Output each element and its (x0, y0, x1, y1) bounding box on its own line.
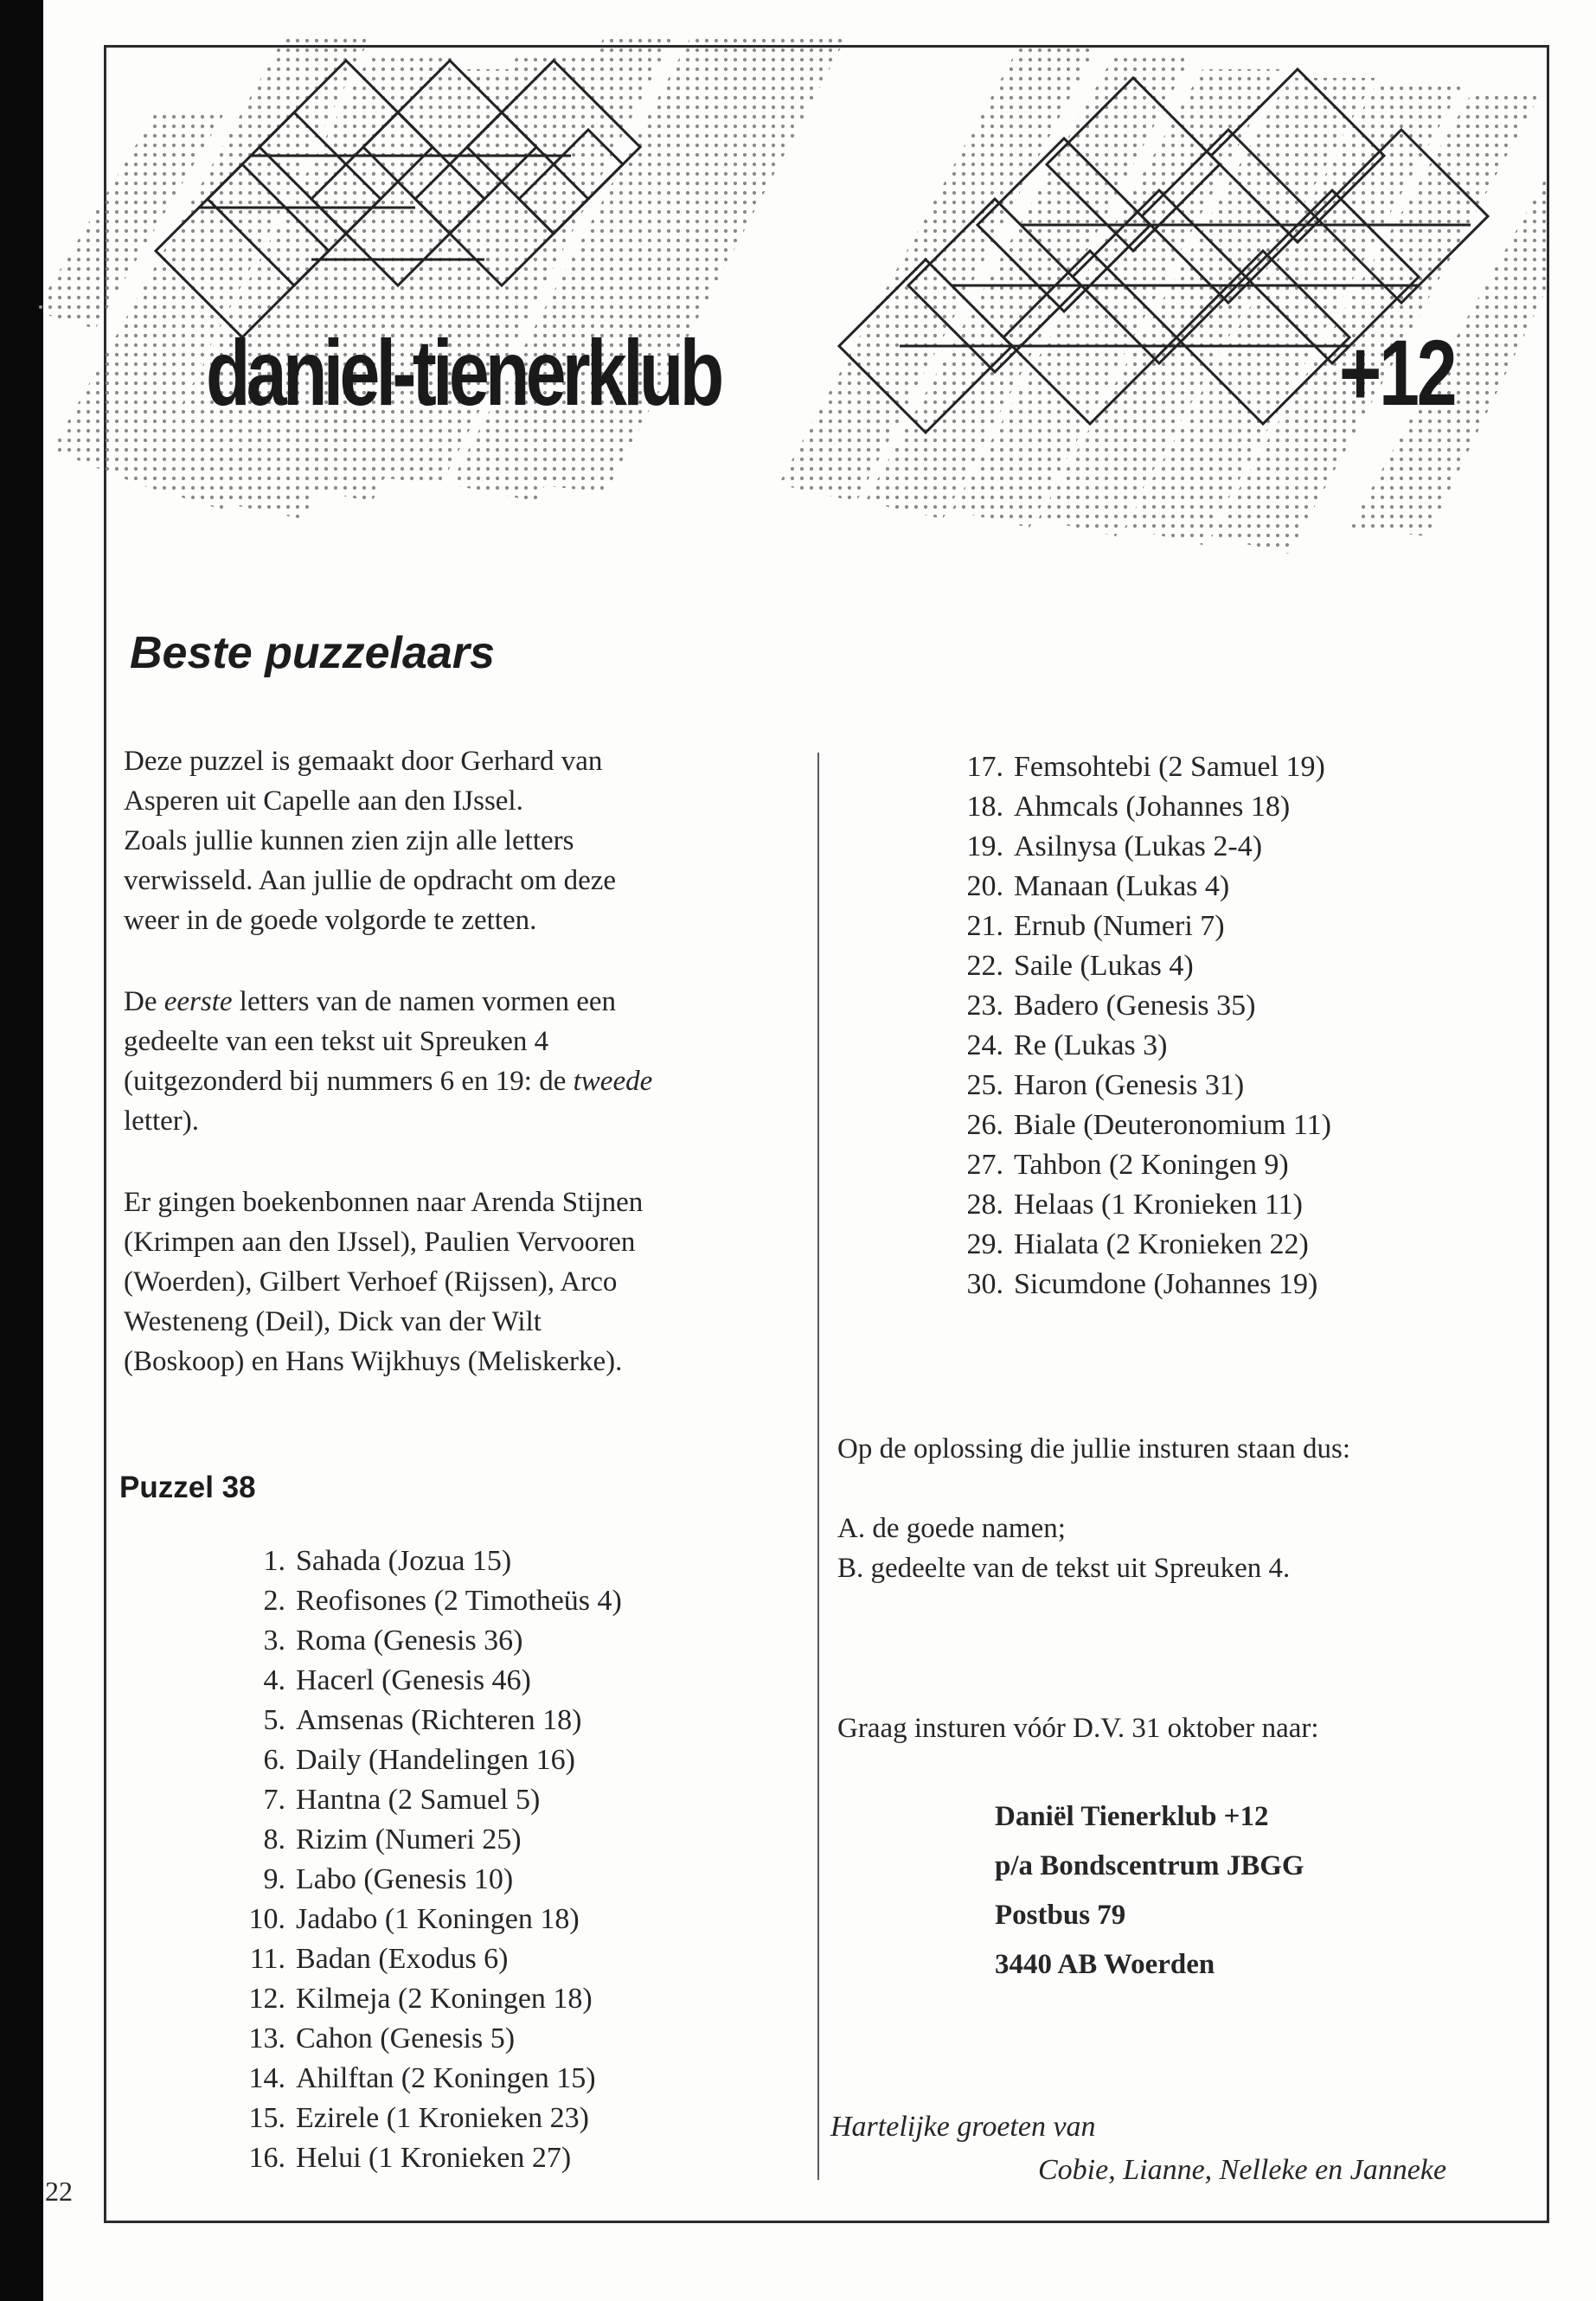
text-segment: letters van de namen vormen een (232, 986, 617, 1017)
clue-text: Sahada (Jozua 15) (296, 1545, 512, 1577)
clue-text: Hacerl (Genesis 46) (296, 1664, 531, 1696)
clue-text: Helaas (1 Kronieken 11) (1014, 1189, 1303, 1221)
answer-item-a: A. de goede namen; (837, 1513, 1066, 1544)
intro-paragraph-1 (124, 741, 798, 940)
clue-number: 26. (966, 1109, 1003, 1141)
address-line: 3440 AB Woerden (995, 1949, 1215, 1980)
clue-text: Manaan (Lukas 4) (1014, 870, 1230, 902)
deadline-text: Graag insturen vóór D.V. 31 oktober naar: (837, 1713, 1319, 1744)
page-title: Beste puzzelaars (130, 628, 495, 678)
clue-text: Tahbon (2 Koningen 9) (1014, 1149, 1289, 1181)
clue-number: 23. (966, 990, 1003, 1022)
clue-number: 1. (263, 1545, 285, 1577)
text-line: verwisseld. Aan jullie de opdracht om deze (124, 865, 617, 896)
clue-text: Jadabo (1 Koningen 18) (296, 1903, 580, 1935)
text-segment: (uitgezonderd bij nummers 6 en 19: de (124, 1066, 574, 1097)
clue-text: Saile (Lukas 4) (1014, 950, 1194, 982)
text-line: (Krimpen aan den IJssel), Paulien Vervooren (124, 1227, 636, 1258)
clue-number: 12. (248, 1983, 285, 2015)
text-line: letter). (124, 1106, 200, 1137)
clue-text: Hialata (2 Kronieken 22) (1014, 1228, 1309, 1260)
clue-text: Haron (Genesis 31) (1014, 1069, 1245, 1101)
closing-greeting: Hartelijke groeten van (830, 2111, 1096, 2143)
text-line: gedeelte van een tekst uit Spreuken 4 (124, 1026, 549, 1057)
winners-paragraph (124, 1183, 798, 1381)
clue-number: 6. (263, 1744, 285, 1776)
puzzle-title: Puzzel 38 (119, 1471, 256, 1504)
clue-number: 8. (263, 1823, 285, 1856)
clue-text: Kilmeja (2 Koningen 18) (296, 1983, 593, 2015)
address-line: Postbus 79 (995, 1900, 1126, 1931)
halftone-strokes (35, 35, 1548, 554)
clue-number: 22. (966, 950, 1003, 982)
clue-text: Daily (Handelingen 16) (296, 1744, 575, 1776)
clue-number: 15. (248, 2102, 285, 2134)
age-group-label: +12 (1339, 320, 1455, 425)
clue-text: Sicumdone (Johannes 19) (1014, 1268, 1318, 1300)
clue-number: 3. (263, 1625, 285, 1657)
address-line: p/a Bondscentrum JBGG (995, 1850, 1304, 1881)
clue-text: Helui (1 Kronieken 27) (296, 2142, 572, 2174)
text-line: weer in de goede volgorde te zetten. (124, 905, 537, 936)
address-line: Daniël Tienerklub +12 (995, 1801, 1269, 1832)
text-line: Asperen uit Capelle aan den IJssel. (124, 785, 523, 817)
clue-text: Femsohtebi (2 Samuel 19) (1014, 751, 1325, 783)
clue-text: Ahilftan (2 Koningen 15) (296, 2062, 596, 2094)
clue-text: Rizim (Numeri 25) (296, 1823, 522, 1856)
brand-logo-text: daniel-tienerklub (206, 320, 721, 425)
clue-number: 13. (248, 2022, 285, 2054)
text-line: (Woerden), Gilbert Verhoef (Rijssen), Arco (124, 1266, 618, 1298)
emphasis-text: tweede (573, 1066, 653, 1097)
postal-address (995, 1792, 1304, 1990)
text-line: Deze puzzel is gemaakt door Gerhard van (124, 746, 603, 777)
clue-text: Labo (Genesis 10) (296, 1863, 514, 1895)
column-divider (817, 753, 819, 2180)
clue-number: 24. (966, 1029, 1003, 1061)
clue-number: 30. (966, 1268, 1003, 1300)
clue-number: 28. (966, 1189, 1003, 1221)
clue-number: 21. (966, 910, 1003, 942)
clue-number: 11. (249, 1943, 285, 1975)
emphasis-text: eerste (163, 986, 233, 1017)
clue-text: Hantna (2 Samuel 5) (296, 1784, 541, 1816)
clue-text: Amsenas (Richteren 18) (296, 1704, 582, 1736)
clue-text: Reofisones (2 Timotheüs 4) (296, 1585, 622, 1617)
clue-number: 17. (966, 751, 1003, 783)
closing-names: Cobie, Lianne, Nelleke en Janneke (1038, 2154, 1447, 2186)
clue-text: Badan (Exodus 6) (296, 1943, 509, 1975)
clue-number: 29. (966, 1228, 1003, 1260)
clue-text: Ezirele (1 Kronieken 23) (296, 2102, 589, 2134)
clue-number: 9. (263, 1863, 285, 1895)
intro-paragraph-2 (124, 982, 798, 1141)
clue-number: 27. (966, 1149, 1003, 1181)
header-graphic (0, 0, 1596, 571)
clue-number: 7. (263, 1784, 285, 1816)
page-number: 22 (45, 2176, 73, 2207)
clue-text: Asilnysa (Lukas 2-4) (1014, 830, 1263, 862)
submission-intro: Op de oplossing die jullie insturen staan dus: (837, 1433, 1351, 1465)
clue-text: Ahmcals (Johannes 18) (1014, 791, 1291, 823)
clue-number: 20. (966, 870, 1003, 902)
text-line: Er gingen boekenbonnen naar Arenda Stijnen (124, 1187, 644, 1218)
clue-number: 5. (263, 1704, 285, 1736)
header-banner (0, 0, 1596, 571)
text-line: Zoals jullie kunnen zien zijn alle letters (124, 825, 574, 856)
clue-number: 4. (263, 1664, 285, 1696)
clue-text: Badero (Genesis 35) (1014, 990, 1256, 1022)
clue-number: 2. (263, 1585, 285, 1617)
text-segment: De (124, 986, 164, 1017)
answer-item-b: B. gedeelte van de tekst uit Spreuken 4. (837, 1553, 1291, 1584)
clue-number: 19. (966, 830, 1003, 862)
clue-text: Roma (Genesis 36) (296, 1625, 523, 1657)
clue-text: Ernub (Numeri 7) (1014, 910, 1225, 942)
clue-number: 16. (248, 2142, 285, 2174)
clue-text: Cahon (Genesis 5) (296, 2022, 516, 2054)
clue-text: Biale (Deuteronomium 11) (1014, 1109, 1331, 1141)
clue-number: 14. (248, 2062, 285, 2094)
text-line: Westeneng (Deil), Dick van der Wilt (124, 1306, 542, 1337)
text-line: (Boskoop) en Hans Wijkhuys (Meliskerke). (124, 1346, 623, 1377)
clue-text: Re (Lukas 3) (1014, 1029, 1168, 1061)
clue-number: 25. (966, 1069, 1003, 1101)
clue-number: 10. (248, 1903, 285, 1935)
clue-number: 18. (966, 791, 1003, 823)
